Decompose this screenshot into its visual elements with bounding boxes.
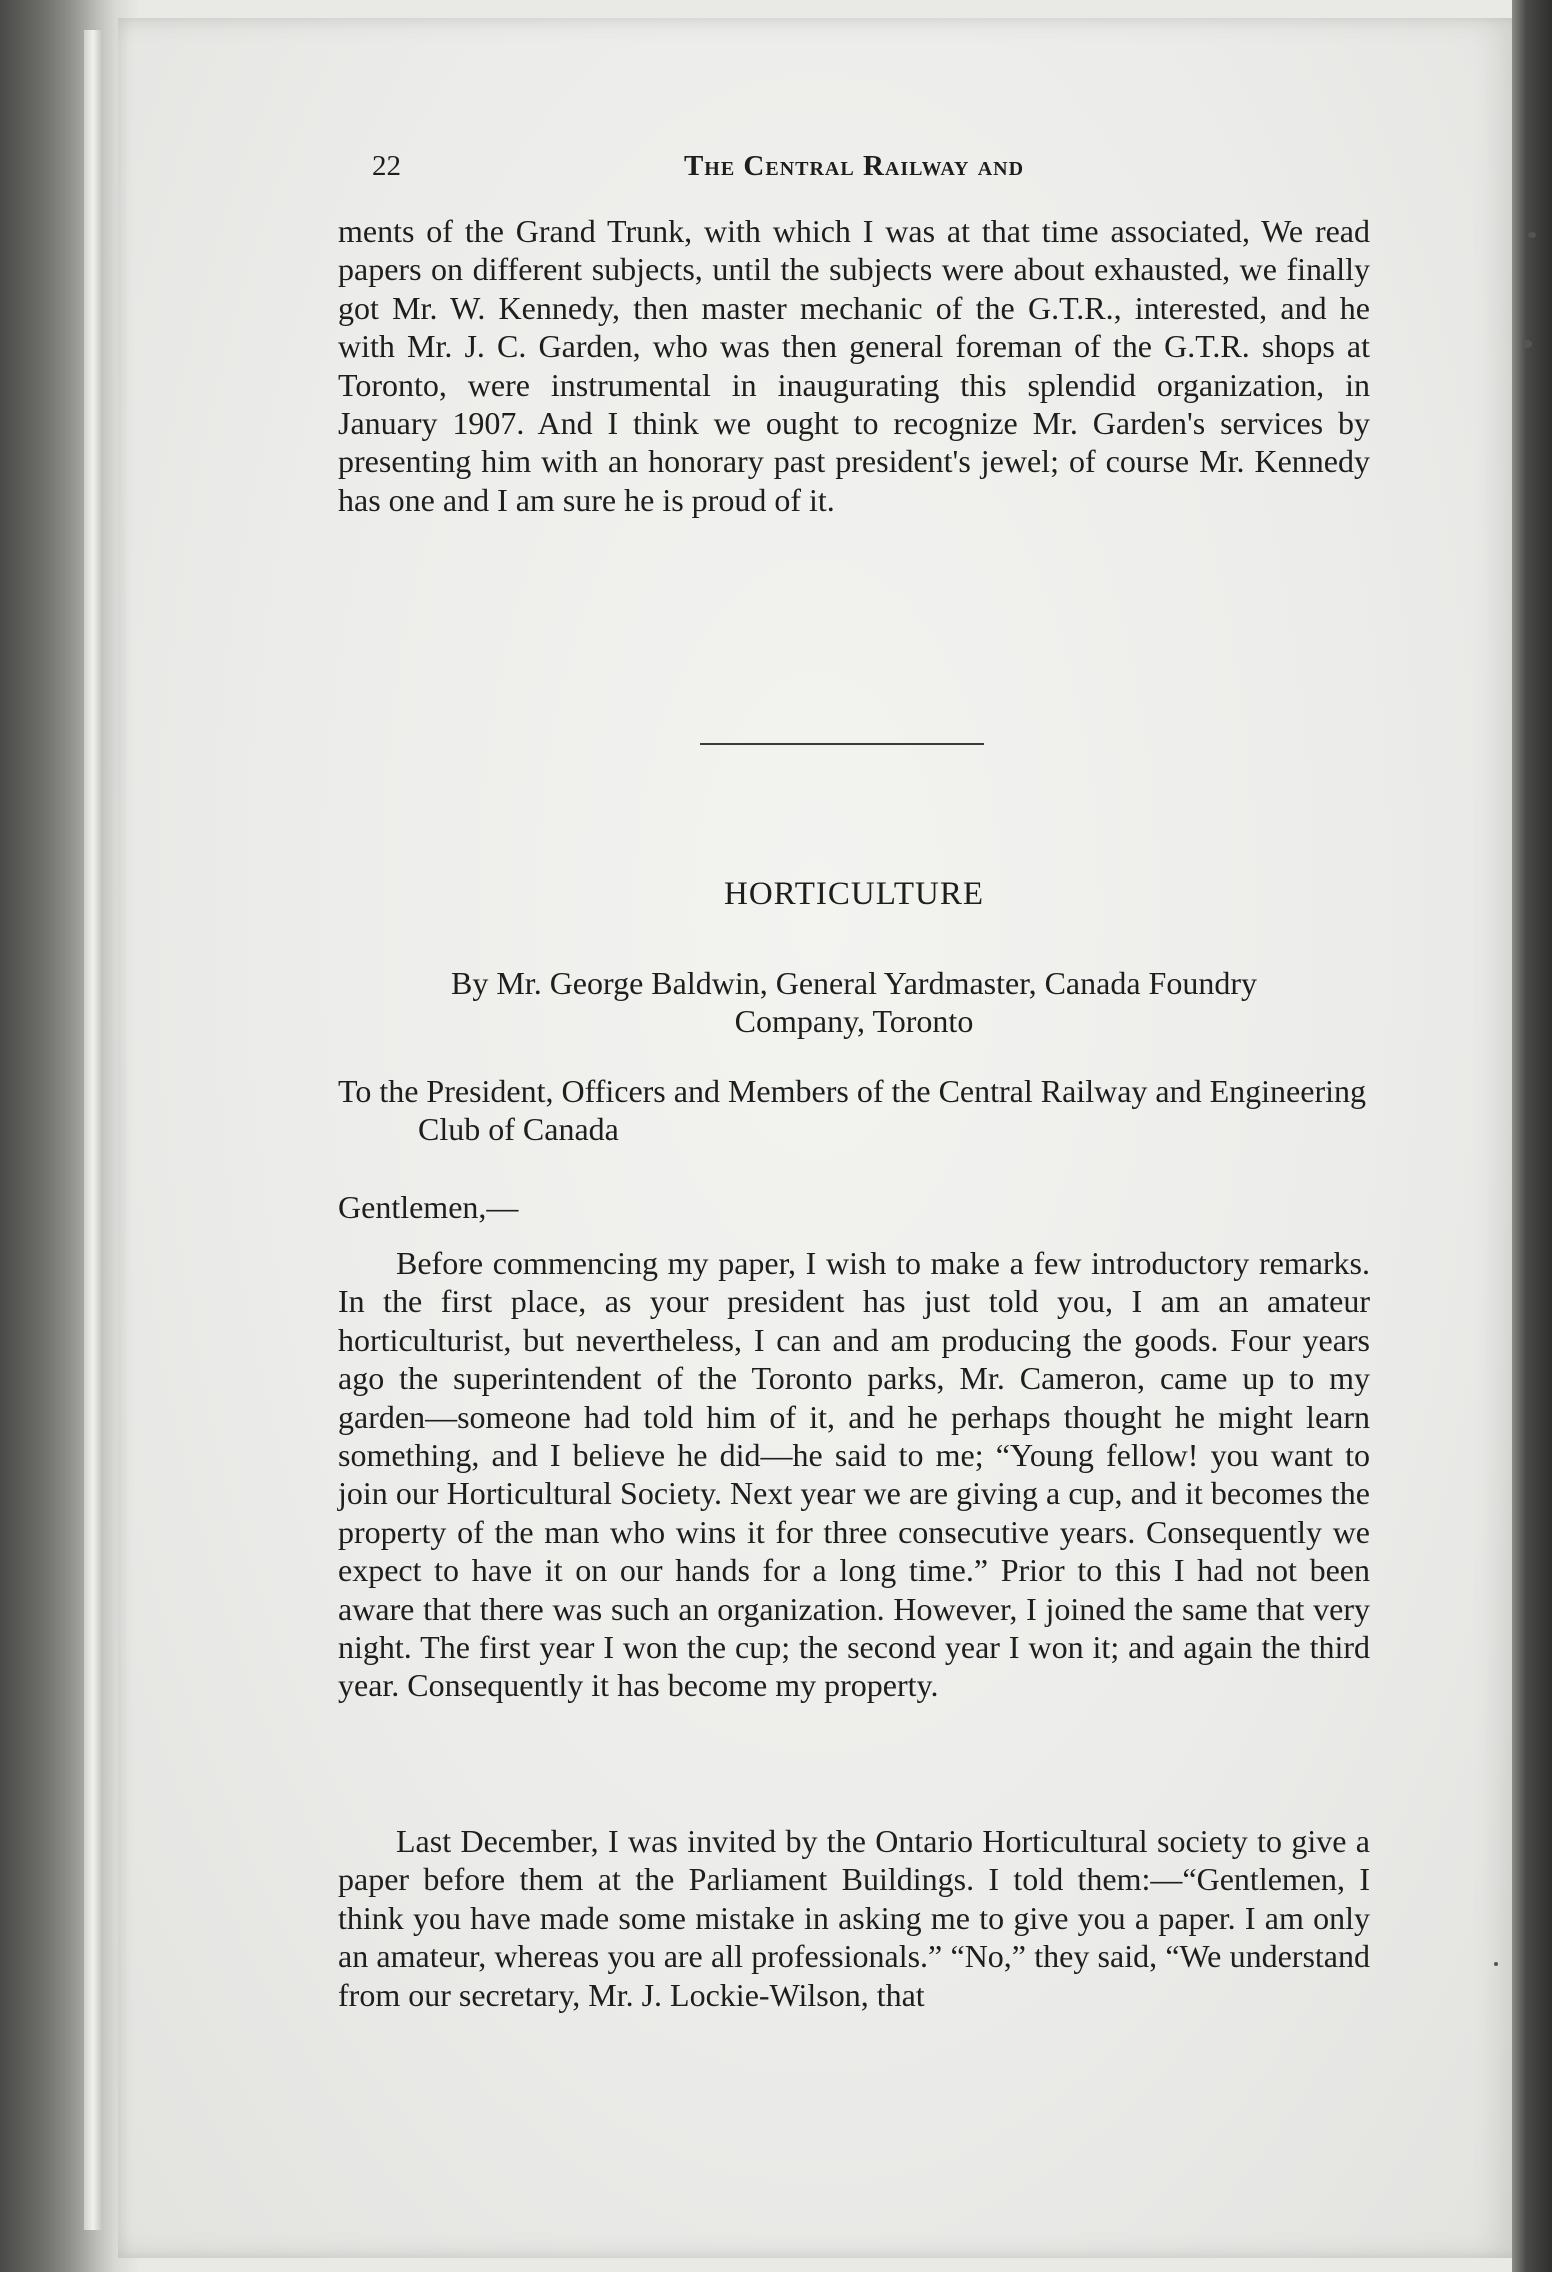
byline-line-1: By Mr. George Baldwin, General Yardmaster, Canada Foundry xyxy=(451,965,1257,1001)
byline-line-2: Company, Toronto xyxy=(734,1003,974,1039)
running-title: The Central Railway and xyxy=(683,150,1025,182)
address-line: To the President, Officers and Members of the Central Railway and Engineering Club of Canada xyxy=(338,1073,1366,1147)
salutation: Gentlemen,— xyxy=(338,1189,519,1225)
scan-speck xyxy=(1528,232,1536,238)
continued-paragraph: ments of the Grand Trunk, with which I was at that time associated, We read papers on different subjects, until the subjects were about exhausted, we finally got Mr. W. Kennedy, then master mechanic of the G.T.R., interested, and he with Mr. J. C. Garden, who was then general foreman of the G.T.R. shops at Toronto, were instrumental in inaugurating this splendid organization, in January 1907. And I think we ought to recognize Mr. Garden's services by presenting him with an honorary past president's jewel; of course Mr. Kennedy has one and I am sure he is proud of it. xyxy=(338,213,1370,518)
scan-speck xyxy=(1522,340,1532,348)
page-shadow-edge xyxy=(1512,0,1552,2272)
section-divider xyxy=(700,743,984,745)
running-header xyxy=(338,150,1370,190)
scan-speck xyxy=(1494,1962,1498,1966)
section-title: HORTICULTURE xyxy=(724,876,984,912)
byline xyxy=(338,964,1370,1040)
binding-edge xyxy=(84,30,102,2230)
body-paragraph-2: Last December, I was invited by the Ontario Horticultural society to give a paper before them at the Parliament Buildings. I told them:—“Gentlemen, I think you have made some mistake in asking me to give you a paper. I am only an amateur, whereas you are all professionals.” “No,” they said, “We understand from our secretary, Mr. J. Lockie-Wilson, that xyxy=(338,1823,1370,2013)
body-paragraph-1: Before commencing my paper, I wish to make a few introductory remarks. In the first place, as your president has just told you, I am an amateur horticulturist, but nevertheless, I can and am producing the goods. Four years ago the superintendent of the Toronto parks, Mr. Cameron, came up to my garden—someone had told him of it, and he perhaps thought he might learn something, and I believe he did—he said to me; “Young fellow! you want to join our Horticultural Society. Next year we are giving a cup, and it becomes the property of the man who wins it for three consecutive years. Consequently we expect to have it on our hands for a long time.” Prior to this I had not been aware that there was such an organization. However, I joined the same that very night. The first year I won the cup; the second year I won it; and again the third year. Consequently it has become my property. xyxy=(338,1245,1370,1704)
page-number: 22 xyxy=(372,150,401,182)
